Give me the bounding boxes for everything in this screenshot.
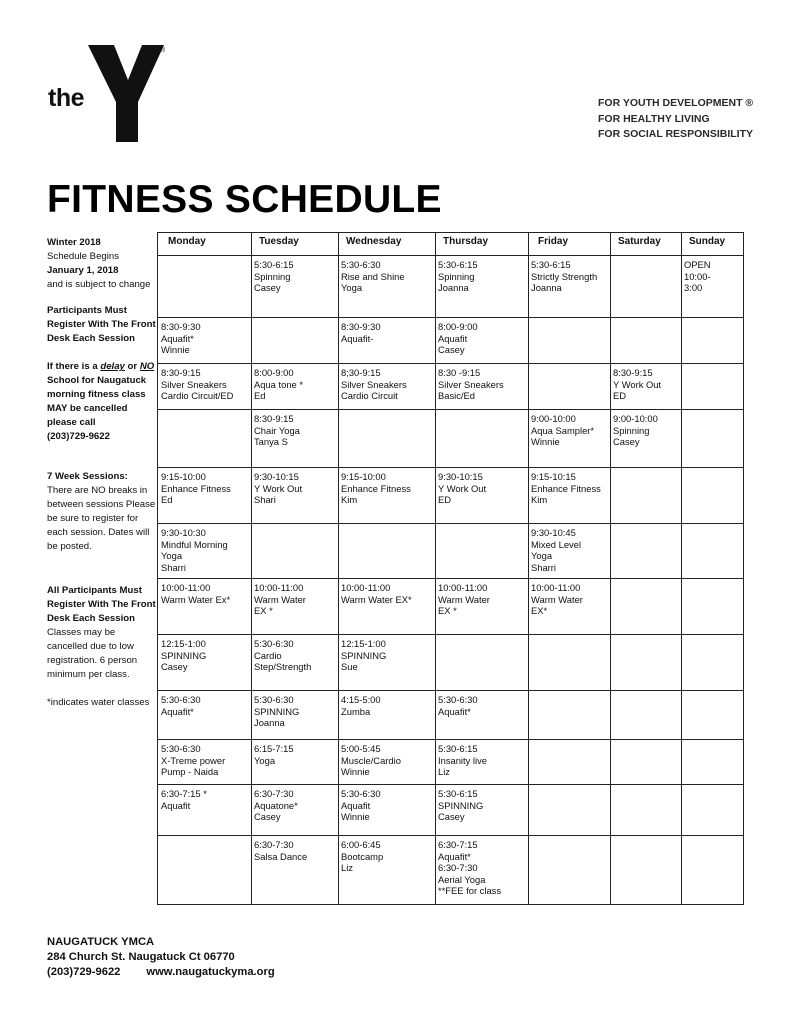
class-line: SPINNING — [341, 649, 387, 661]
schedule-cell — [438, 321, 478, 356]
schedule-cell — [254, 582, 306, 617]
schedule-cell — [613, 413, 658, 448]
class-line: Casey — [254, 282, 281, 294]
class-line: 6:30-7:15 * — [161, 788, 207, 799]
class-line: Aquatone* — [254, 799, 298, 811]
class-line: 8:30-9:15 — [161, 367, 201, 378]
class-line: Step/Strength — [254, 661, 312, 673]
class-line: 5:30-6:30 — [341, 259, 381, 270]
cancel-note: Classes may be cancelled due to low registration. 6 person minimum per class. — [47, 627, 138, 680]
row-divider — [158, 835, 743, 836]
class-line: 8:30-9:15 — [613, 367, 653, 378]
class-line: Joanna — [531, 282, 562, 294]
class-line: 10:00-11:00 — [161, 582, 211, 593]
class-line: Basic/Ed — [438, 390, 475, 402]
class-line: ED — [438, 494, 452, 506]
schedule-cell — [438, 582, 490, 617]
class-line: Silver Sneakers — [341, 378, 407, 390]
row-divider — [158, 409, 743, 410]
class-line: Liz — [341, 862, 353, 874]
schedule-cell — [341, 321, 381, 344]
class-line: 5:00-5:45 — [341, 743, 381, 754]
schedule-cell — [684, 259, 711, 294]
footer-phone: (203)729-9622 — [47, 966, 121, 978]
tagline-line: FOR YOUTH DEVELOPMENT ® — [598, 97, 754, 109]
class-line: Enhance Fitness — [341, 482, 411, 494]
schedule-cell — [438, 694, 478, 717]
class-line: 12:15-1:00 — [161, 638, 206, 649]
class-line: Aqua Sampler* — [531, 424, 595, 436]
class-line: 8;30-9:15 — [341, 367, 381, 378]
class-line: Yoga — [161, 550, 183, 562]
class-line: 5:30-6:15 — [438, 259, 478, 270]
class-line: 9:30-10:15 — [438, 471, 483, 482]
class-line: Mixed Level — [531, 538, 582, 550]
class-line: Aquafit* — [438, 705, 471, 717]
header-tuesday: Tuesday — [259, 236, 299, 247]
column-divider — [435, 233, 436, 904]
class-line: 8:30-9:15 — [254, 413, 294, 424]
schedule-cell — [254, 694, 299, 729]
class-line: 5:30-6:30 — [254, 638, 294, 649]
schedule-cell — [341, 839, 383, 874]
class-line: 6:30-7:30 — [438, 862, 478, 874]
schedule-cell — [254, 413, 300, 448]
class-line: Rise and Shine — [341, 270, 405, 282]
class-line: 9:00-10:00 — [613, 413, 658, 424]
class-line: 9:30-10:30 — [161, 527, 206, 538]
class-line: Tanya S — [254, 436, 288, 448]
footer-name: NAUGATUCK YMCA — [47, 936, 155, 948]
class-line: Zumba — [341, 705, 371, 717]
schedule-cell — [438, 259, 478, 294]
class-line: 9:15-10:00 — [161, 471, 206, 482]
schedule-cell — [341, 471, 411, 506]
class-line: 8:30-9:30 — [341, 321, 381, 332]
schedule-cell — [254, 367, 303, 402]
delay-note: If there is a delay or NO School for Naugatuck morning fitness class MAY be cancelled please call — [47, 361, 155, 428]
schedule-cell — [341, 743, 401, 778]
class-line: 8:30 -9:15 — [438, 367, 481, 378]
row-divider — [158, 523, 743, 524]
class-line: 10:00- — [684, 270, 711, 282]
schedule-cell — [254, 471, 302, 506]
row-divider — [158, 739, 743, 740]
column-divider — [338, 233, 339, 904]
class-line: Warm Water — [254, 593, 306, 605]
class-line: 8:30-9:30 — [161, 321, 201, 332]
row-divider — [158, 634, 743, 635]
class-line: Enhance Fitness — [161, 482, 231, 494]
class-line: 6:00-6:45 — [341, 839, 381, 850]
class-line: X-Treme power — [161, 754, 226, 766]
begins-label: Schedule Begins — [47, 251, 120, 262]
class-line: Shari — [254, 494, 276, 506]
logo-registered-mark: ® — [160, 47, 166, 54]
schedule-cell — [254, 259, 294, 294]
class-line: Yoga — [341, 282, 363, 294]
class-line: Yoga — [531, 550, 553, 562]
class-line: Casey — [438, 811, 465, 823]
class-line: Kim — [341, 494, 358, 506]
season-label: Winter 2018 — [47, 237, 101, 248]
class-line: Silver Sneakers — [438, 378, 504, 390]
class-line: 5:30-6:15 — [438, 743, 478, 754]
schedule-cell — [161, 367, 233, 402]
schedule-cell — [254, 638, 311, 673]
schedule-cell — [613, 367, 661, 402]
schedule-cell — [438, 367, 504, 402]
class-line: Aquafit* — [161, 332, 194, 344]
class-line: Sue — [341, 661, 358, 673]
class-line: Aquafit — [341, 799, 371, 811]
header-monday: Monday — [168, 236, 206, 247]
tagline-line: FOR SOCIAL RESPONSIBILITY — [598, 128, 753, 140]
schedule-cell — [161, 788, 207, 811]
class-line: ED — [613, 390, 627, 402]
row-divider — [158, 690, 743, 691]
class-line: Spinning — [254, 270, 291, 282]
column-divider — [610, 233, 611, 904]
class-line: Cardio Circuit — [341, 390, 398, 402]
ymca-y-icon — [88, 42, 166, 144]
class-line: Sharri — [161, 561, 187, 573]
class-line: Casey — [254, 811, 281, 823]
class-line: Sharri — [531, 561, 557, 573]
schedule-cell — [438, 471, 486, 506]
class-line: 8:00-9:00 — [438, 321, 478, 332]
logo-ymca-text: YMCA — [138, 112, 158, 138]
water-note: *indicates water classes — [47, 697, 150, 708]
schedule-cell — [161, 694, 201, 717]
class-line: 6:30-7:15 — [438, 839, 478, 850]
start-date: January 1, 2018 — [47, 265, 119, 276]
schedule-table — [157, 232, 744, 905]
class-line: 3:00 — [684, 282, 703, 294]
class-line: 9:00-10:00 — [531, 413, 576, 424]
class-line: Aquafit* — [161, 705, 194, 717]
class-line: EX * — [438, 605, 457, 617]
header-sunday: Sunday — [689, 236, 726, 247]
class-line: Casey — [438, 344, 465, 356]
class-line: 8:00-9:00 — [254, 367, 294, 378]
subject-note: and is subject to change — [47, 279, 151, 290]
class-line: Warm Water EX* — [341, 593, 412, 605]
tagline-line: FOR HEALTHY LIVING — [598, 112, 710, 125]
schedule-cell — [161, 638, 206, 673]
class-line: 5:30-6:30 — [341, 788, 381, 799]
class-line: SPINNING — [254, 705, 300, 717]
class-line: Kim — [531, 494, 548, 506]
footer-address: 284 Church St. Naugatuck Ct 06770 — [47, 951, 235, 963]
schedule-cell — [341, 259, 405, 294]
row-divider — [158, 363, 743, 364]
class-line: 6:15-7:15 — [254, 743, 294, 754]
class-line: Winnie — [341, 811, 370, 823]
schedule-cell — [438, 788, 483, 823]
schedule-cell — [161, 743, 225, 778]
footer-website[interactable]: www.naugatuckyma.org — [146, 966, 275, 978]
class-line: 4:15-5:00 — [341, 694, 381, 705]
class-line: 10:00-11:00 — [531, 582, 581, 593]
class-line: Muscle/Cardio — [341, 754, 401, 766]
column-divider — [251, 233, 252, 904]
class-line: 5:30-6:30 — [254, 694, 294, 705]
logo-the-text: the — [48, 84, 84, 112]
header-saturday: Saturday — [618, 236, 661, 247]
schedule-cell — [254, 743, 294, 766]
class-line: Y Work Out — [613, 378, 662, 390]
class-line: 9:30-10:15 — [254, 471, 299, 482]
class-line: EX* — [531, 605, 548, 617]
class-line: Aqua tone * — [254, 378, 303, 390]
class-line: Joanna — [254, 717, 285, 729]
class-line: Liz — [438, 766, 450, 778]
column-divider — [528, 233, 529, 904]
class-line: 10:00-11:00 — [438, 582, 488, 593]
schedule-cell — [254, 839, 307, 862]
class-line: 5:30-6:15 — [531, 259, 571, 270]
row-divider — [158, 317, 743, 318]
class-line: Casey — [613, 436, 640, 448]
class-line: 5:30-6:30 — [161, 694, 201, 705]
class-line: Cardio — [254, 649, 282, 661]
class-line: Yoga — [254, 754, 276, 766]
class-line: SPINNING — [161, 649, 207, 661]
class-line: Ed — [254, 390, 266, 402]
schedule-cell — [531, 471, 601, 506]
class-line: 5:30-6:30 — [161, 743, 201, 754]
schedule-cell — [161, 582, 230, 605]
class-line: OPEN — [684, 259, 711, 270]
class-line: 9:15-10:00 — [341, 471, 386, 482]
class-line: Winnie — [161, 344, 190, 356]
class-line: 6:30-7:30 — [254, 788, 294, 799]
class-line: Aquafit — [438, 332, 468, 344]
schedule-cell — [161, 471, 231, 506]
tagline — [598, 96, 753, 143]
schedule-cell — [161, 527, 228, 573]
all-register-note: All Participants Must Register With The Front Desk Each Session — [47, 585, 156, 624]
schedule-cell — [341, 638, 386, 673]
class-line: 6:30-7:30 — [254, 839, 294, 850]
row-divider — [158, 784, 743, 785]
class-line: Strictly Strength — [531, 270, 598, 282]
header-thursday: Thursday — [443, 236, 489, 247]
schedule-cell — [341, 367, 407, 402]
class-line: Insanity live — [438, 754, 487, 766]
class-line: Spinning — [613, 424, 650, 436]
row-divider — [158, 467, 743, 468]
schedule-cell — [531, 413, 594, 448]
row-divider — [158, 578, 743, 579]
class-line: Aquafit* — [438, 850, 471, 862]
footer — [47, 935, 275, 980]
sidebar-notes — [47, 236, 157, 710]
schedule-cell — [341, 582, 412, 605]
class-line: 5:30-6:30 — [438, 694, 478, 705]
class-line: **FEE for class — [438, 885, 502, 897]
class-line: Winnie — [531, 436, 560, 448]
class-line: Warm Water Ex* — [161, 593, 231, 605]
class-line: Aquafit- — [341, 332, 374, 344]
class-line: 5:30-6:15 — [438, 788, 478, 799]
class-line: 12:15-1:00 — [341, 638, 386, 649]
ymca-logo — [44, 42, 174, 146]
schedule-cell — [161, 321, 201, 356]
class-line: Silver Sneakers — [161, 378, 227, 390]
class-line: Y Work Out — [254, 482, 303, 494]
class-line: Warm Water — [531, 593, 583, 605]
class-line: 5:30-6:15 — [254, 259, 294, 270]
header-wednesday: Wednesday — [346, 236, 402, 247]
class-line: Warm Water — [438, 593, 490, 605]
phone-note: (203)729-9622 — [47, 431, 110, 442]
schedule-cell — [341, 788, 381, 823]
class-line: Aquafit — [161, 799, 191, 811]
class-line: 10:00-11:00 — [254, 582, 304, 593]
schedule-cell — [438, 839, 501, 897]
class-line: Spinning — [438, 270, 475, 282]
class-line: Chair Yoga — [254, 424, 300, 436]
class-line: Winnie — [341, 766, 370, 778]
weeks-title: 7 Week Sessions: — [47, 471, 128, 482]
row-divider — [158, 255, 743, 256]
class-line: SPINNING — [438, 799, 484, 811]
class-line: 10:00-11:00 — [341, 582, 391, 593]
class-line: Pump - Naida — [161, 766, 219, 778]
schedule-cell — [531, 259, 597, 294]
class-line: Mindful Morning — [161, 538, 228, 550]
weeks-text: There are NO breaks in between sessions Please be sure to register for each session. Dates will be posted. — [47, 485, 156, 552]
class-line: Cardio Circuit/ED — [161, 390, 234, 402]
class-line: EX * — [254, 605, 273, 617]
class-line: Casey — [161, 661, 188, 673]
class-line: 9:15-10:15 — [531, 471, 576, 482]
class-line: Aerial Yoga — [438, 873, 486, 885]
schedule-cell — [438, 743, 487, 778]
header-friday: Friday — [538, 236, 569, 247]
schedule-cell — [531, 582, 583, 617]
registration-note: Participants Must Register With The Front Desk Each Session — [47, 305, 156, 344]
schedule-cell — [531, 527, 581, 573]
class-line: Ed — [161, 494, 173, 506]
schedule-cell — [341, 694, 381, 717]
schedule-cell — [254, 788, 298, 823]
class-line: 9:30-10:45 — [531, 527, 576, 538]
class-line: Salsa Dance — [254, 850, 308, 862]
class-line: Enhance Fitness — [531, 482, 601, 494]
class-line: Joanna — [438, 282, 469, 294]
column-divider — [681, 233, 682, 904]
class-line: Bootcamp — [341, 850, 384, 862]
page-title: FITNESS SCHEDULE — [47, 178, 442, 221]
class-line: Y Work Out — [438, 482, 487, 494]
